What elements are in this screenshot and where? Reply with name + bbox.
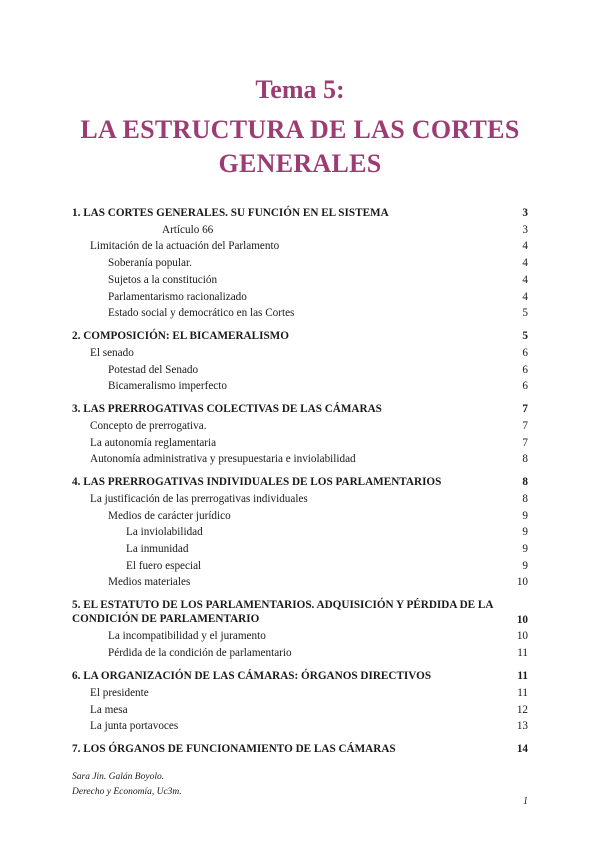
title-line-1: Tema 5: — [255, 75, 345, 104]
toc-page-number: 6 — [522, 380, 528, 392]
toc-page-number: 11 — [517, 647, 528, 659]
toc-page-number: 14 — [516, 743, 528, 755]
toc-label: Potestad del Senado — [108, 364, 199, 376]
toc-label: La mesa — [90, 704, 128, 716]
toc-label: 3. LAS PRERROGATIVAS COLECTIVAS DE LAS CÁMARAS — [72, 403, 382, 415]
toc-page-number: 11 — [517, 687, 528, 699]
page-number: 1 — [523, 796, 528, 807]
toc-label: Pérdida de la condición de parlamentario — [108, 647, 292, 659]
toc-page-number: 8 — [522, 493, 528, 505]
toc-page-number: 7 — [522, 437, 528, 449]
toc-label: El presidente — [90, 687, 149, 699]
toc-page-number: 5 — [522, 307, 528, 319]
toc-label: Medios de carácter jurídico — [108, 510, 231, 522]
toc-page-number: 8 — [522, 476, 528, 488]
toc-page-number: 6 — [522, 364, 528, 376]
toc-label: 6. LA ORGANIZACIÓN DE LAS CÁMARAS: ÓRGANOS DIRECTIVOS — [72, 670, 432, 682]
toc-page-number: 7 — [522, 403, 528, 415]
toc-page-number: 13 — [516, 720, 528, 732]
toc-page-number: 10 — [516, 614, 528, 626]
toc-page-number: 4 — [522, 257, 528, 269]
toc-page-number: 9 — [522, 526, 528, 538]
toc-label: 2. COMPOSICIÓN: EL BICAMERALISMO — [72, 330, 289, 342]
toc-label: Parlamentarismo racionalizado — [108, 291, 247, 303]
toc-page-number: 12 — [516, 704, 528, 716]
toc-page-number: 7 — [522, 420, 528, 432]
toc-page-number: 10 — [516, 630, 528, 642]
toc-page-number: 4 — [522, 240, 528, 252]
toc-label: Medios materiales — [108, 576, 191, 588]
toc-page-number: 5 — [522, 330, 528, 342]
toc-page-number: 9 — [522, 543, 528, 555]
toc-label: Estado social y democrático en las Cortes — [108, 307, 295, 319]
toc-label: Limitación de la actuación del Parlamento — [90, 240, 280, 252]
toc-page-number: 4 — [522, 274, 528, 286]
toc-label: La justificación de las prerrogativas individuales — [90, 493, 308, 505]
toc-page-number: 10 — [516, 576, 528, 588]
toc-label: La autonomía reglamentaria — [90, 437, 217, 449]
toc-label: Concepto de prerrogativa. — [90, 420, 207, 432]
toc-label: Artículo 66 — [162, 224, 214, 236]
toc-label: El fuero especial — [126, 560, 202, 572]
footer-author: Sara Jin. Galán Boyolo. — [72, 772, 165, 782]
toc-page-number: 3 — [522, 224, 528, 236]
toc-label: 5. EL ESTATUTO DE LOS PARLAMENTARIOS. ADQUISICIÓN Y PÉRDIDA DE LA CONDICIÓN DE PARLAMENTARIO — [72, 599, 493, 625]
toc-label: La junta portavoces — [90, 720, 179, 732]
toc-label: 1. LAS CORTES GENERALES. SU FUNCIÓN EN EL SISTEMA — [72, 207, 389, 219]
toc-page-number: 9 — [522, 510, 528, 522]
toc-label: Soberanía popular. — [108, 257, 192, 269]
toc-page-number: 3 — [522, 207, 528, 219]
toc-label: 7. LOS ÓRGANOS DE FUNCIONAMIENTO DE LAS CÁMARAS — [72, 743, 396, 755]
toc-page-number: 11 — [517, 670, 528, 682]
toc-page-number: 8 — [522, 453, 528, 465]
toc-label: Bicameralismo imperfecto — [108, 380, 227, 392]
toc-page-number: 4 — [522, 291, 528, 303]
toc-page-number: 6 — [522, 347, 528, 359]
toc-page-number: 9 — [522, 560, 528, 572]
title-line-2: LA ESTRUCTURA DE LAS CORTES GENERALES — [80, 115, 520, 178]
toc-label: 4. LAS PRERROGATIVAS INDIVIDUALES DE LOS PARLAMENTARIOS — [72, 476, 442, 488]
toc-label: La incompatibilidad y el juramento — [108, 630, 266, 642]
footer-course: Derecho y Economía, Uc3m. — [72, 787, 182, 797]
toc-label: La inmunidad — [126, 543, 189, 555]
toc-label: La inviolabilidad — [126, 526, 203, 538]
toc-label: Autonomía administrativa y presupuestaria e inviolabilidad — [90, 453, 356, 465]
toc-label: El senado — [90, 347, 134, 359]
toc-label: Sujetos a la constitución — [108, 274, 218, 286]
